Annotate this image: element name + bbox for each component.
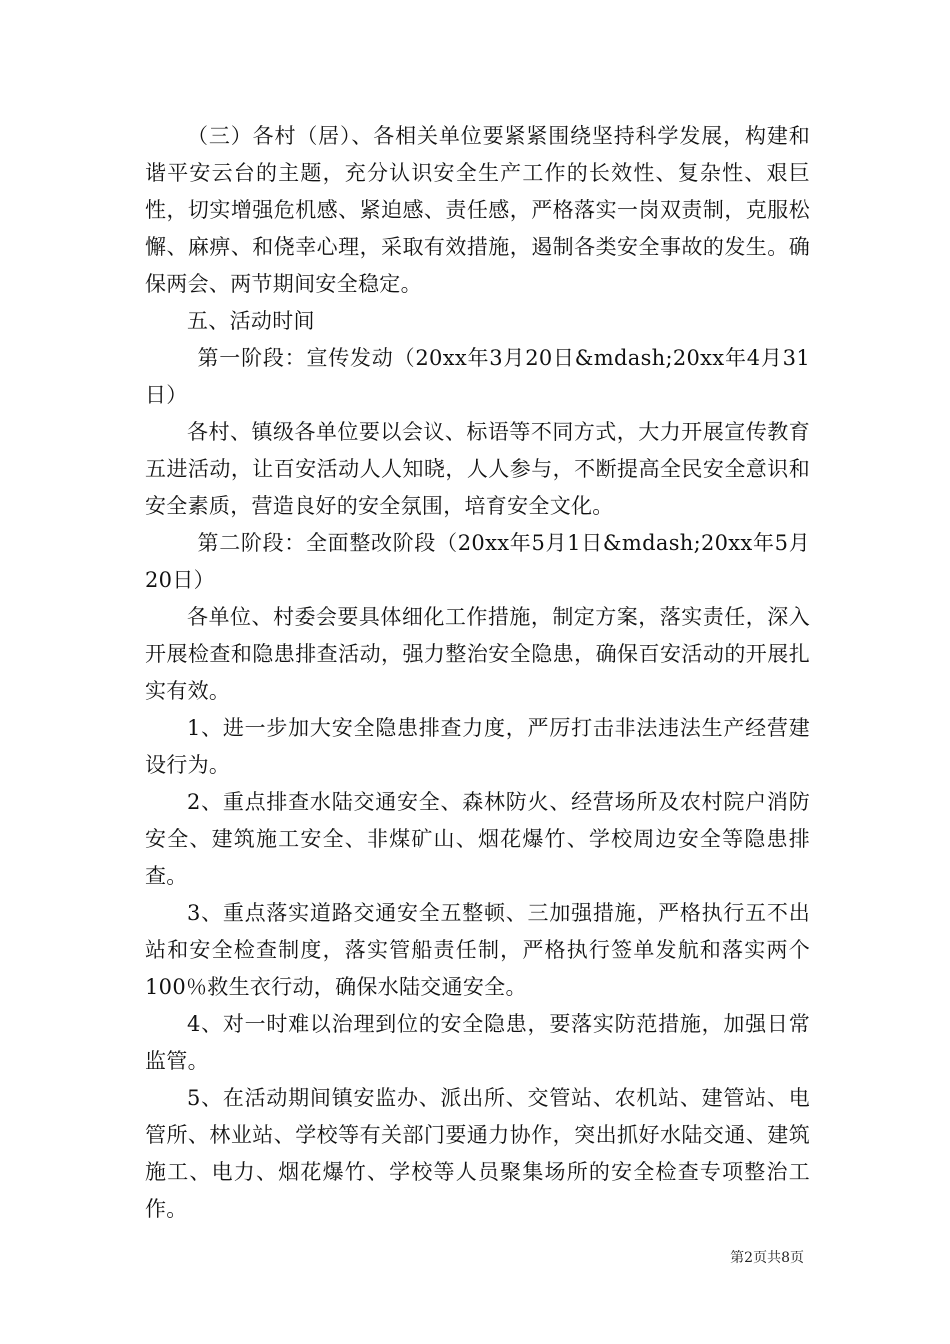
document-body bbox=[145, 118, 810, 1228]
list-item-2: 2、重点排查水陆交通安全、森林防火、经营场所及农村院户消防安全、建筑施工安全、非煤矿山、烟花爆竹、学校周边安全等隐患排查。 bbox=[145, 790, 810, 888]
stage-one-heading: 第一阶段：宣传发动（20xx年3月20日&mdash;20xx年4月31日） bbox=[145, 346, 810, 407]
paragraph-stage-two: 各单位、村委会要具体细化工作措施，制定方案，落实责任，深入开展检查和隐患排查活动，强力整治安全隐患，确保百安活动的开展扎实有效。 bbox=[145, 605, 810, 703]
heading-activity-time: 五、活动时间 bbox=[187, 309, 315, 333]
page-number-footer: 第2页共8页 bbox=[730, 1250, 804, 1266]
list-item-1: 1、进一步加大安全隐患排查力度，严厉打击非法违法生产经营建设行为。 bbox=[145, 716, 810, 777]
stage-two-heading: 第二阶段：全面整改阶段（20xx年5月1日&mdash;20xx年5月20日） bbox=[145, 531, 810, 592]
paragraph-stage-one: 各村、镇级各单位要以会议、标语等不同方式，大力开展宣传教育五进活动，让百安活动人人知晓，人人参与，不断提高全民安全意识和安全素质，营造良好的安全氛围，培育安全文化。 bbox=[145, 420, 810, 518]
list-item-4: 4、对一时难以治理到位的安全隐患，要落实防范措施，加强日常监管。 bbox=[145, 1012, 810, 1073]
list-item-5: 5、在活动期间镇安监办、派出所、交管站、农机站、建管站、电管所、林业站、学校等有关部门要通力协作，突出抓好水陆交通、建筑施工、电力、烟花爆竹、学校等人员聚集场所的安全检查专项整治工作。 bbox=[145, 1086, 810, 1221]
paragraph-section-three: （三）各村（居）、各相关单位要紧紧围绕坚持科学发展，构建和谐平安云台的主题，充分认识安全生产工作的长效性、复杂性、艰巨性，切实增强危机感、紧迫感、责任感，严格落实一岗双责制，克服松懈、麻痹、和侥幸心理，采取有效措施，遏制各类安全事故的发生。确保两会、两节期间安全稳定。 bbox=[145, 124, 810, 296]
list-item-3: 3、重点落实道路交通安全五整顿、三加强措施，严格执行五不出站和安全检查制度，落实管船责任制，严格执行签单发航和落实两个100％救生衣行动，确保水陆交通安全。 bbox=[145, 901, 810, 999]
